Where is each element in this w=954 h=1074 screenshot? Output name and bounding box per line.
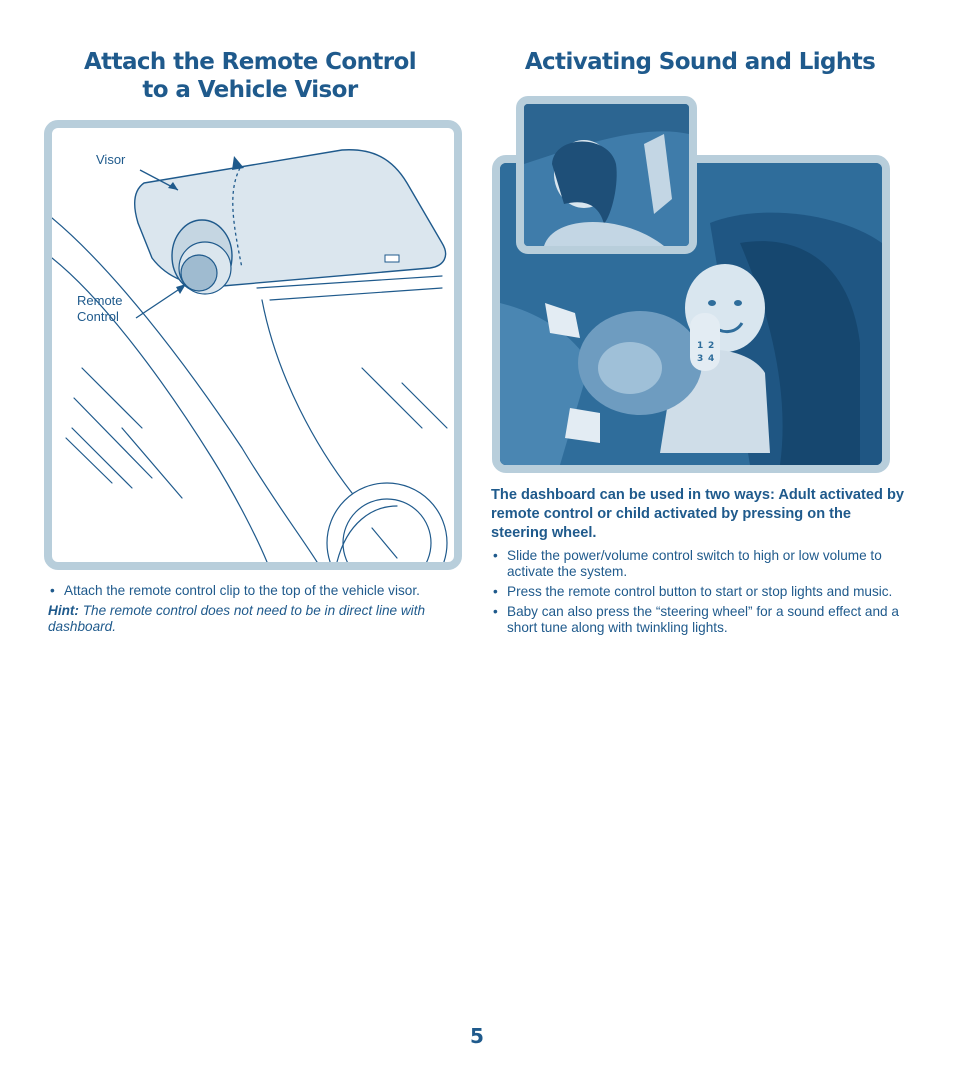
heading-line: to a Vehicle Visor [142, 77, 358, 103]
remote-key: 2 [708, 341, 715, 351]
sound-bullet-list [491, 548, 911, 636]
remote-key: 3 [697, 354, 704, 364]
page-number: 5 [470, 1024, 484, 1048]
door-line [262, 300, 352, 493]
list-item: • Slide the power/volume control switch to high or low volume to activate the system. [493, 548, 882, 579]
remote-in-hand [690, 313, 720, 371]
visor-illustration-frame [44, 120, 462, 570]
remote-key: 1 [697, 341, 704, 351]
visor-illustration [52, 128, 454, 562]
steering-wheel [327, 483, 447, 562]
lead-paragraph: The dashboard can be used in two ways: Adult activated by remote control or child activated by pressing on the steering wheel. [491, 487, 905, 541]
mother-inset-photo [516, 96, 697, 254]
sound-lights-heading: Activating Sound and Lights [524, 49, 876, 75]
visor-instructions [48, 583, 468, 635]
list-item: • Baby can also press the “steering wheel” for a sound effect and a short tune along with twinkling lights. [493, 604, 899, 635]
hint-text: Hint: The remote control does not need to be in direct line with dashboard. [48, 603, 426, 634]
mother-photo-image [524, 104, 689, 246]
heading-line: Attach the Remote Control [83, 49, 417, 75]
steering-wheel-inner [343, 499, 431, 562]
steering-spoke [372, 528, 397, 558]
list-item: • Attach the remote control clip to the top of the vehicle visor. [50, 583, 420, 598]
remote-visor-heading [60, 48, 440, 104]
visor-bullet-list [48, 583, 468, 599]
sound-lights-instructions [491, 486, 911, 640]
list-item: • Press the remote control button to start or stop lights and music. [493, 584, 893, 599]
remote-key: 4 [708, 354, 715, 364]
remote-button [181, 255, 217, 291]
visor-label: Visor [96, 152, 126, 167]
roof-edge [270, 288, 442, 300]
steering-rim [337, 506, 397, 562]
remote-control-label: Remote Control [77, 293, 123, 324]
